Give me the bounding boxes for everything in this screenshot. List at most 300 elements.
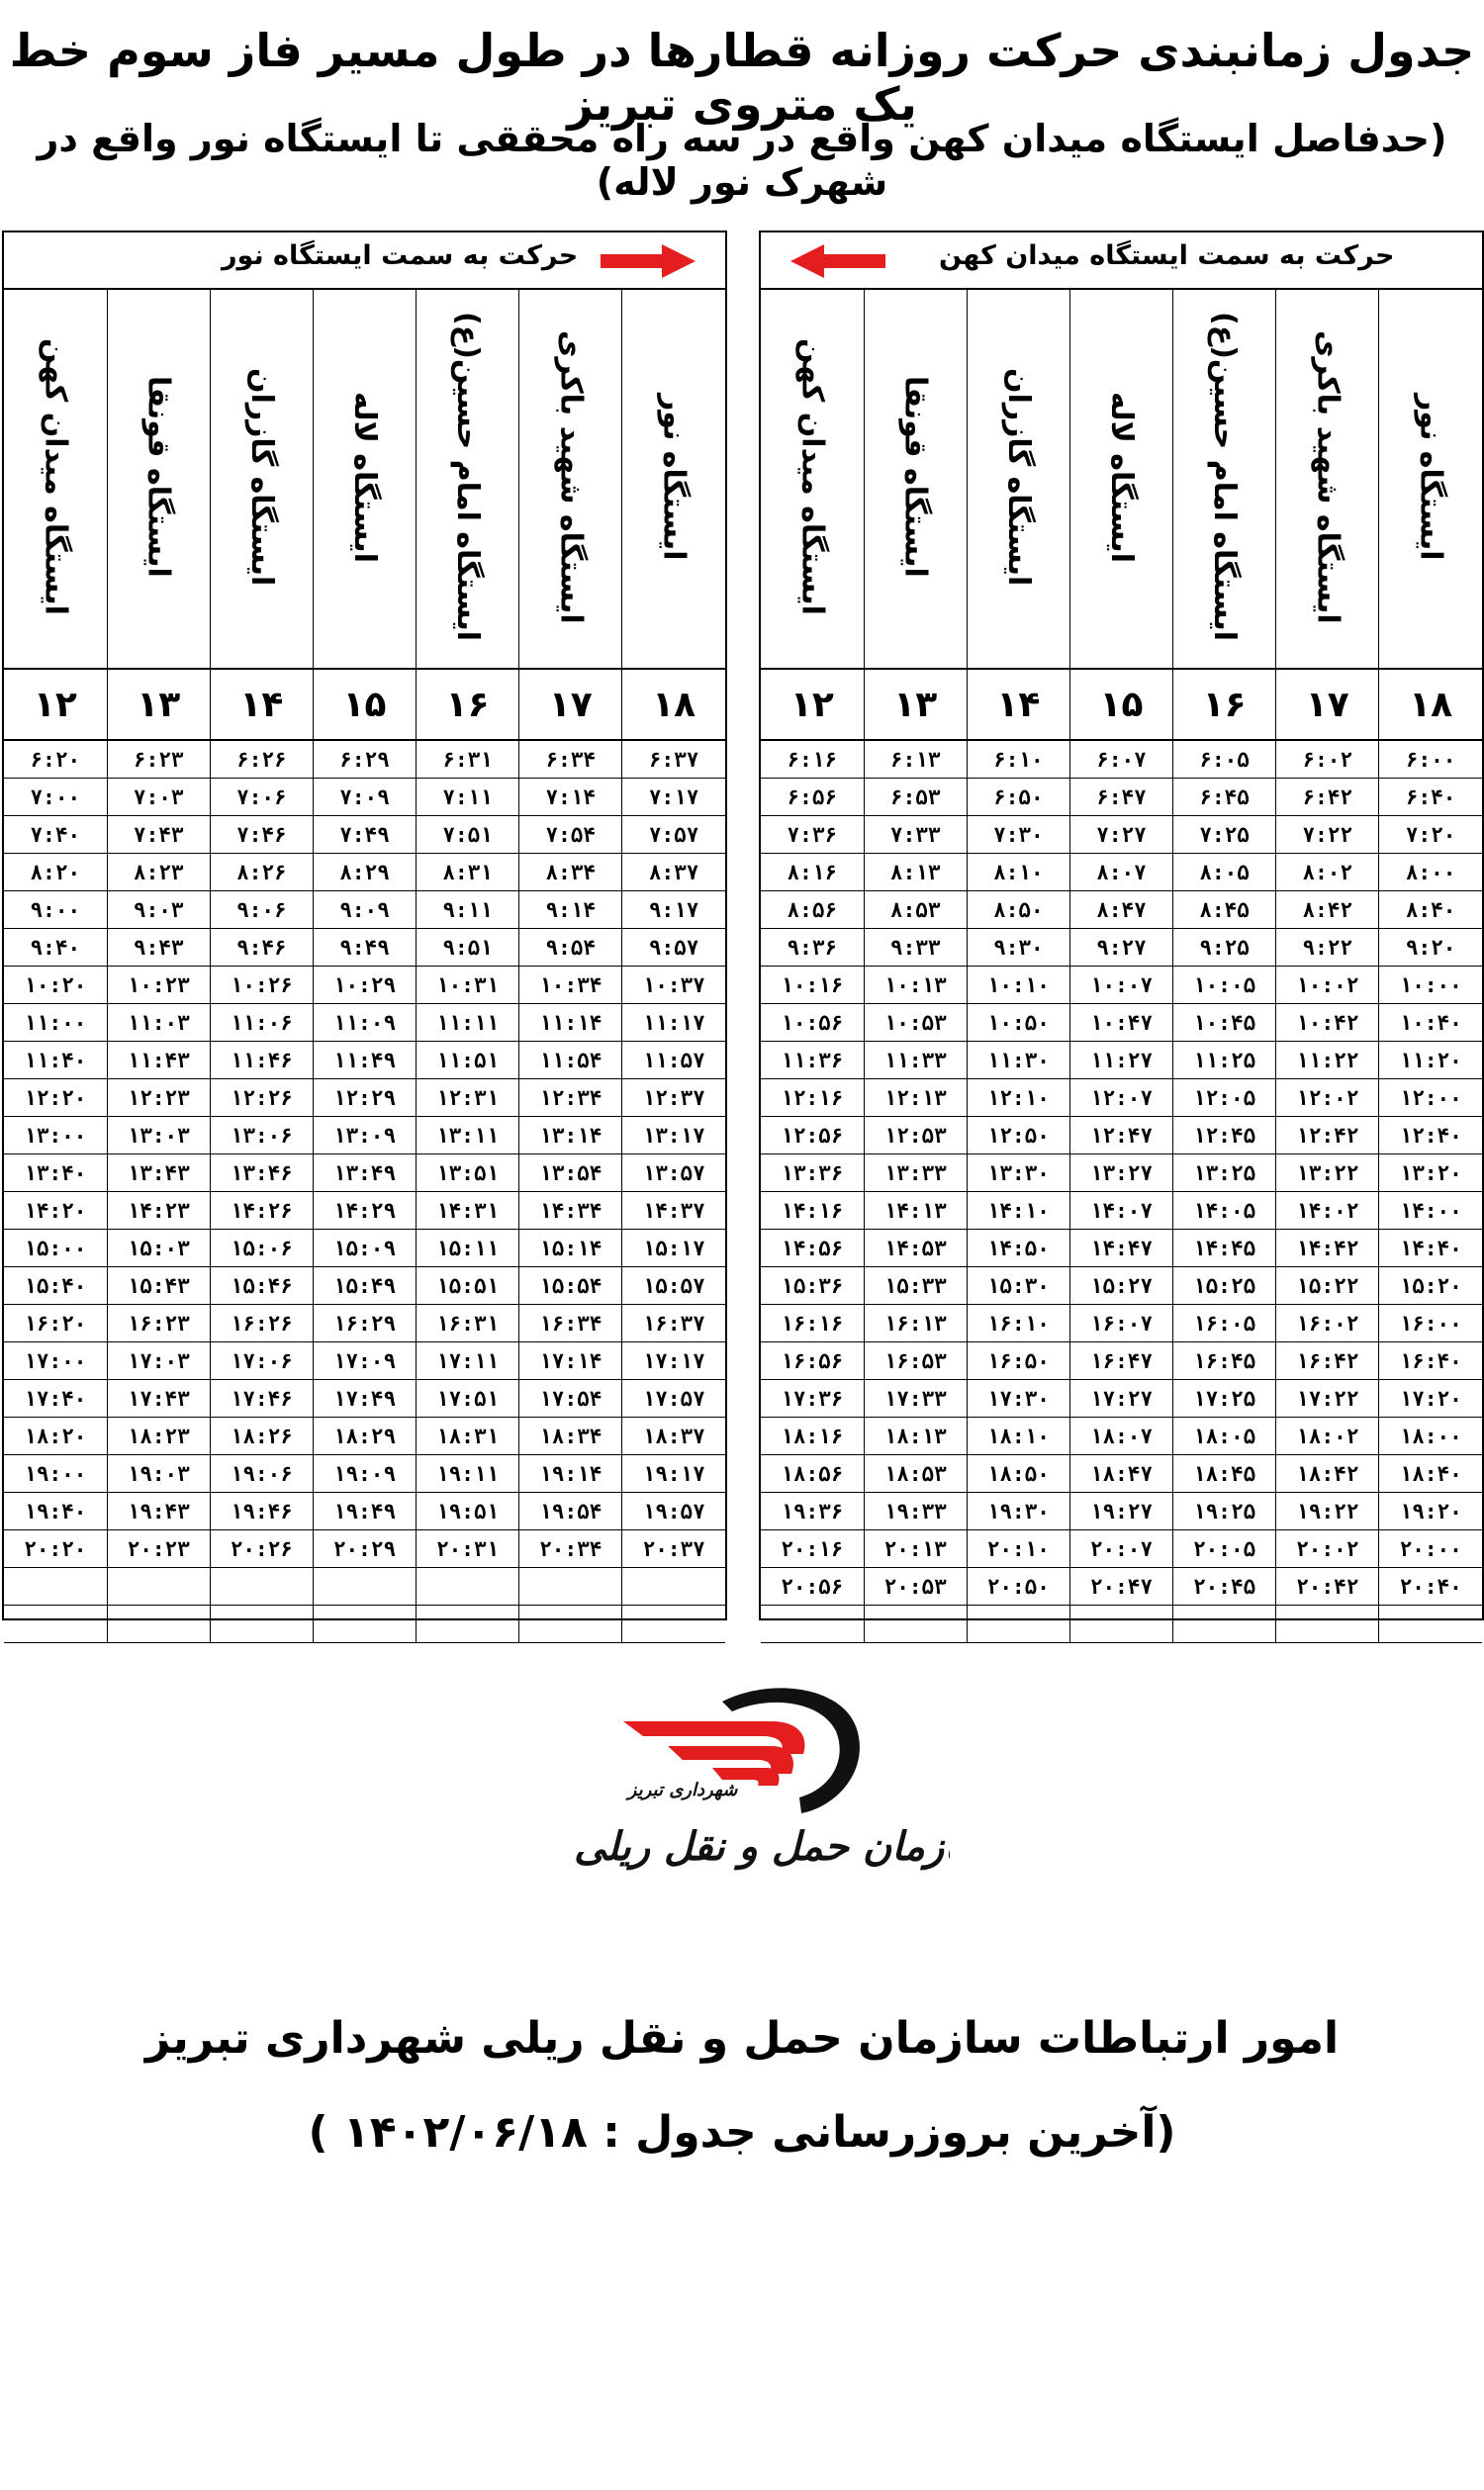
time-cell: ۸:۰۰ — [1379, 854, 1482, 891]
time-cell: ۲۰:۱۶ — [761, 1530, 864, 1568]
time-cell: ۸:۴۰ — [1379, 891, 1482, 929]
time-cell: ۱۸:۲۹ — [313, 1418, 416, 1455]
time-cell: ۱۲:۱۰ — [967, 1079, 1069, 1117]
time-cell: ۱۵:۰۰ — [4, 1230, 107, 1267]
table-row — [761, 740, 1482, 779]
time-cell: ۱۹:۲۵ — [1173, 1493, 1276, 1530]
time-cell: ۱۰:۲۶ — [210, 967, 313, 1004]
time-cell: ۱۳:۴۹ — [313, 1154, 416, 1192]
time-cell: ۱۴:۳۱ — [417, 1192, 519, 1230]
time-cell: ۱۲:۱۶ — [761, 1079, 864, 1117]
table-row — [761, 1154, 1482, 1192]
time-cell: ۱۳:۲۰ — [1379, 1154, 1482, 1192]
time-cell: ۱۸:۴۰ — [1379, 1455, 1482, 1493]
time-cell: ۱۶:۱۰ — [967, 1305, 1069, 1342]
time-cell: ۱۰:۵۰ — [967, 1004, 1069, 1042]
time-cell: ۶:۱۳ — [864, 740, 967, 779]
time-cell: ۱۷:۴۹ — [313, 1380, 416, 1418]
logo-line1: سازمان حمل و نقل ریلی — [574, 1823, 950, 1870]
time-cell: ۱۶:۳۴ — [519, 1305, 622, 1342]
time-cell — [519, 1568, 622, 1606]
time-cell: ۱۸:۲۳ — [107, 1418, 210, 1455]
station-header-cell — [967, 290, 1069, 669]
time-cell: ۷:۰۰ — [4, 779, 107, 816]
time-cell — [622, 1606, 725, 1643]
time-cell: ۱۷:۲۲ — [1276, 1380, 1379, 1418]
time-cell: ۲۰:۵۶ — [761, 1568, 864, 1606]
time-cell: ۹:۲۲ — [1276, 929, 1379, 967]
time-cell: ۹:۱۴ — [519, 891, 622, 929]
time-cell: ۲۰:۰۰ — [1379, 1530, 1482, 1568]
time-cell: ۱۵:۲۵ — [1173, 1267, 1276, 1305]
direction-label: حرکت به سمت ایستگاه میدان کهن — [939, 240, 1395, 271]
time-cell: ۸:۰۵ — [1173, 854, 1276, 891]
time-cell: ۱۲:۰۰ — [1379, 1079, 1482, 1117]
time-cell: ۶:۱۰ — [967, 740, 1069, 779]
time-cell: ۶:۵۰ — [967, 779, 1069, 816]
time-cell: ۱۲:۱۳ — [864, 1079, 967, 1117]
table-row — [761, 1606, 1482, 1643]
time-cell: ۸:۳۴ — [519, 854, 622, 891]
time-cell: ۱۳:۴۳ — [107, 1154, 210, 1192]
time-cell: ۱۱:۴۰ — [4, 1042, 107, 1079]
time-cell: ۱۳:۱۷ — [622, 1117, 725, 1154]
time-cell: ۶:۳۷ — [622, 740, 725, 779]
time-cell: ۱۴:۴۲ — [1276, 1230, 1379, 1267]
table-row — [761, 1342, 1482, 1380]
time-cell: ۶:۳۴ — [519, 740, 622, 779]
time-cell: ۱۱:۰۰ — [4, 1004, 107, 1042]
time-cell: ۱۴:۲۳ — [107, 1192, 210, 1230]
time-cell: ۱۹:۰۰ — [4, 1455, 107, 1493]
table-row — [4, 1192, 725, 1230]
time-cell: ۲۰:۰۷ — [1069, 1530, 1172, 1568]
time-cell: ۱۳:۲۲ — [1276, 1154, 1379, 1192]
time-cell: ۱۲:۳۱ — [417, 1079, 519, 1117]
station-number-row — [4, 669, 725, 740]
time-cell: ۷:۱۴ — [519, 779, 622, 816]
time-cell: ۶:۰۵ — [1173, 740, 1276, 779]
time-cell: ۱۹:۱۷ — [622, 1455, 725, 1493]
time-cell: ۲۰:۵۳ — [864, 1568, 967, 1606]
station-number: ۱۲ — [4, 669, 107, 740]
time-cell: ۱۰:۵۶ — [761, 1004, 864, 1042]
time-cell: ۷:۰۹ — [313, 779, 416, 816]
time-cell: ۱۷:۳۰ — [967, 1380, 1069, 1418]
time-cell: ۱۴:۵۶ — [761, 1230, 864, 1267]
time-cell: ۷:۴۰ — [4, 816, 107, 854]
time-cell: ۱۸:۳۱ — [417, 1418, 519, 1455]
station-number: ۱۶ — [417, 669, 519, 740]
time-cell: ۱۶:۴۷ — [1069, 1342, 1172, 1380]
time-cell: ۶:۰۷ — [1069, 740, 1172, 779]
time-cell: ۸:۵۶ — [761, 891, 864, 929]
time-cell: ۶:۵۳ — [864, 779, 967, 816]
time-cell: ۱۸:۲۰ — [4, 1418, 107, 1455]
station-number: ۱۳ — [864, 669, 967, 740]
table-row — [4, 1230, 725, 1267]
time-cell — [967, 1606, 1069, 1643]
table-row — [761, 854, 1482, 891]
time-cell: ۷:۴۶ — [210, 816, 313, 854]
time-cell: ۱۵:۴۳ — [107, 1267, 210, 1305]
time-cell: ۹:۱۱ — [417, 891, 519, 929]
table-row — [4, 1530, 725, 1568]
time-cell: ۱۶:۰۵ — [1173, 1305, 1276, 1342]
station-header-row — [761, 290, 1482, 669]
time-cell: ۶:۲۰ — [4, 740, 107, 779]
time-cell — [1173, 1606, 1276, 1643]
time-cell: ۱۷:۴۰ — [4, 1380, 107, 1418]
time-cell: ۲۰:۲۶ — [210, 1530, 313, 1568]
time-cell: ۱۳:۰۰ — [4, 1117, 107, 1154]
time-cell: ۹:۳۳ — [864, 929, 967, 967]
time-cell: ۱۵:۲۷ — [1069, 1267, 1172, 1305]
time-cell: ۱۱:۲۰ — [1379, 1042, 1482, 1079]
station-name: ایستگاه لاله — [346, 391, 382, 563]
time-cell: ۱۴:۲۹ — [313, 1192, 416, 1230]
last-updated: (آخرین بروزرسانی جدول : ۱۴۰۲/۰۶/۱۸ ) — [308, 2107, 1176, 2158]
time-cell: ۱۵:۲۲ — [1276, 1267, 1379, 1305]
time-cell: ۶:۵۶ — [761, 779, 864, 816]
page-title: جدول زمانبندی حرکت روزانه قطارها در طول مسیر فاز سوم خط یک متروی تبریز — [9, 24, 1475, 131]
time-cell: ۲۰:۳۴ — [519, 1530, 622, 1568]
time-cell: ۱۴:۲۶ — [210, 1192, 313, 1230]
time-cell: ۱۷:۵۷ — [622, 1380, 725, 1418]
time-cell — [4, 1606, 107, 1643]
time-cell: ۱۳:۵۱ — [417, 1154, 519, 1192]
time-cell: ۹:۲۷ — [1069, 929, 1172, 967]
station-number: ۱۲ — [761, 669, 864, 740]
time-cell: ۱۱:۱۷ — [622, 1004, 725, 1042]
time-cell: ۷:۵۱ — [417, 816, 519, 854]
time-cell: ۹:۲۵ — [1173, 929, 1276, 967]
time-cell: ۹:۱۷ — [622, 891, 725, 929]
time-cell: ۱۸:۱۰ — [967, 1418, 1069, 1455]
time-cell: ۱۶:۱۶ — [761, 1305, 864, 1342]
table-row — [4, 854, 725, 891]
time-cell: ۲۰:۱۰ — [967, 1530, 1069, 1568]
time-cell: ۱۹:۲۰ — [1379, 1493, 1482, 1530]
time-cell: ۹:۰۰ — [4, 891, 107, 929]
station-name: ایستگاه لاله — [1103, 391, 1139, 563]
time-cell: ۱۸:۳۴ — [519, 1418, 622, 1455]
station-header-row — [4, 290, 725, 669]
time-cell: ۱۵:۰۹ — [313, 1230, 416, 1267]
time-cell: ۷:۳۰ — [967, 816, 1069, 854]
time-cell: ۱۸:۲۶ — [210, 1418, 313, 1455]
time-cell: ۱۹:۴۳ — [107, 1493, 210, 1530]
time-cell: ۱۸:۱۶ — [761, 1418, 864, 1455]
time-cell: ۱۸:۳۷ — [622, 1418, 725, 1455]
time-cell: ۱۴:۴۰ — [1379, 1230, 1482, 1267]
time-cell: ۱۲:۵۶ — [761, 1117, 864, 1154]
time-cell: ۱۹:۴۶ — [210, 1493, 313, 1530]
time-cell: ۱۷:۰۳ — [107, 1342, 210, 1380]
station-header-cell — [1173, 290, 1276, 669]
table-row — [4, 1042, 725, 1079]
time-cell: ۱۱:۳۳ — [864, 1042, 967, 1079]
time-cell: ۲۰:۵۰ — [967, 1568, 1069, 1606]
station-header-cell — [761, 290, 864, 669]
time-cell: ۲۰:۴۵ — [1173, 1568, 1276, 1606]
time-cell: ۱۷:۲۰ — [1379, 1380, 1482, 1418]
time-cell: ۱۸:۰۷ — [1069, 1418, 1172, 1455]
time-cell: ۱۶:۵۳ — [864, 1342, 967, 1380]
time-cell: ۲۰:۴۲ — [1276, 1568, 1379, 1606]
time-cell: ۱۰:۳۴ — [519, 967, 622, 1004]
time-cell: ۲۰:۱۳ — [864, 1530, 967, 1568]
time-cell: ۱۱:۲۷ — [1069, 1042, 1172, 1079]
time-cell: ۱۳:۵۴ — [519, 1154, 622, 1192]
station-number: ۱۴ — [210, 669, 313, 740]
time-cell: ۲۰:۲۳ — [107, 1530, 210, 1568]
time-cell — [210, 1606, 313, 1643]
time-cell: ۱۰:۴۵ — [1173, 1004, 1276, 1042]
organization-logo — [574, 1647, 950, 1974]
time-cell: ۱۷:۰۹ — [313, 1342, 416, 1380]
time-cell: ۱۳:۱۱ — [417, 1117, 519, 1154]
time-cell: ۹:۲۰ — [1379, 929, 1482, 967]
time-cell: ۱۹:۵۷ — [622, 1493, 725, 1530]
time-cell: ۷:۱۷ — [622, 779, 725, 816]
time-cell: ۱۹:۲۲ — [1276, 1493, 1379, 1530]
time-cell: ۱۴:۰۵ — [1173, 1192, 1276, 1230]
page-subtitle: (حدفاصل ایستگاه میدان کهن واقع در سه راه محققی تا ایستگاه نور واقع در شهرک نور لاله) — [37, 117, 1447, 204]
time-cell: ۱۶:۰۲ — [1276, 1305, 1379, 1342]
time-cell: ۶:۰۰ — [1379, 740, 1482, 779]
time-cell — [761, 1606, 864, 1643]
time-cell: ۹:۴۰ — [4, 929, 107, 967]
time-cell: ۱۷:۱۷ — [622, 1342, 725, 1380]
logo-line2: شهرداری تبریز — [627, 1780, 738, 1800]
table-row — [761, 1267, 1482, 1305]
table-row — [761, 967, 1482, 1004]
time-cell: ۱۹:۱۴ — [519, 1455, 622, 1493]
time-cell: ۱۵:۴۰ — [4, 1267, 107, 1305]
table-row — [4, 1342, 725, 1380]
time-cell: ۱۲:۳۴ — [519, 1079, 622, 1117]
time-cell: ۱۳:۳۶ — [761, 1154, 864, 1192]
time-cell: ۱۷:۰۶ — [210, 1342, 313, 1380]
time-cell: ۱۱:۰۳ — [107, 1004, 210, 1042]
station-name: ایستگاه میدان کهن — [38, 338, 73, 615]
time-cell: ۹:۴۶ — [210, 929, 313, 967]
station-header-cell — [1276, 290, 1379, 669]
time-cell: ۱۱:۵۷ — [622, 1042, 725, 1079]
organization-name: امور ارتباطات سازمان حمل و نقل ریلی شهرداری تبریز — [144, 2013, 1340, 2064]
time-cell: ۱۲:۴۰ — [1379, 1117, 1482, 1154]
time-cell: ۱۵:۰۳ — [107, 1230, 210, 1267]
time-cell: ۱۴:۳۴ — [519, 1192, 622, 1230]
time-cell: ۱۹:۰۳ — [107, 1455, 210, 1493]
time-cell: ۱۰:۴۷ — [1069, 1004, 1172, 1042]
station-number-row — [761, 669, 1482, 740]
time-cell: ۱۹:۴۹ — [313, 1493, 416, 1530]
time-cell: ۷:۴۹ — [313, 816, 416, 854]
time-cell: ۷:۲۷ — [1069, 816, 1172, 854]
time-cell: ۱۶:۰۰ — [1379, 1305, 1482, 1342]
time-cell: ۸:۲۳ — [107, 854, 210, 891]
table-row — [4, 929, 725, 967]
time-cell: ۱۸:۴۷ — [1069, 1455, 1172, 1493]
table-row — [761, 1117, 1482, 1154]
time-cell: ۱۱:۲۵ — [1173, 1042, 1276, 1079]
time-cell: ۱۵:۵۴ — [519, 1267, 622, 1305]
time-cell: ۱۸:۵۳ — [864, 1455, 967, 1493]
time-cell: ۱۴:۴۵ — [1173, 1230, 1276, 1267]
time-cell: ۸:۲۶ — [210, 854, 313, 891]
time-cell: ۱۷:۳۳ — [864, 1380, 967, 1418]
station-header-cell — [4, 290, 107, 669]
time-cell: ۶:۴۰ — [1379, 779, 1482, 816]
time-cell: ۸:۱۶ — [761, 854, 864, 891]
time-cell: ۱۵:۱۱ — [417, 1230, 519, 1267]
time-cell: ۸:۵۰ — [967, 891, 1069, 929]
table-row — [4, 1568, 725, 1606]
station-header-cell — [1379, 290, 1482, 669]
station-header-cell — [1069, 290, 1172, 669]
station-header-cell — [210, 290, 313, 669]
time-cell: ۱۴:۱۳ — [864, 1192, 967, 1230]
time-cell: ۸:۳۱ — [417, 854, 519, 891]
time-cell — [622, 1568, 725, 1606]
time-cell: ۱۸:۴۲ — [1276, 1455, 1379, 1493]
station-header-cell — [864, 290, 967, 669]
time-cell: ۲۰:۰۵ — [1173, 1530, 1276, 1568]
time-cell: ۱۷:۴۳ — [107, 1380, 210, 1418]
station-name: ایستگاه میدان کهن — [794, 338, 830, 615]
table-row — [761, 1493, 1482, 1530]
time-cell: ۱۲:۲۶ — [210, 1079, 313, 1117]
time-cell: ۱۹:۳۰ — [967, 1493, 1069, 1530]
time-cell — [519, 1606, 622, 1643]
table-row — [4, 967, 725, 1004]
time-cell: ۸:۳۷ — [622, 854, 725, 891]
time-cell: ۱۹:۳۶ — [761, 1493, 864, 1530]
time-cell: ۷:۰۳ — [107, 779, 210, 816]
time-cell: ۱۳:۲۵ — [1173, 1154, 1276, 1192]
time-cell: ۱۱:۳۰ — [967, 1042, 1069, 1079]
time-cell: ۱۲:۰۲ — [1276, 1079, 1379, 1117]
time-cell: ۱۰:۴۰ — [1379, 1004, 1482, 1042]
time-cell: ۱۰:۰۷ — [1069, 967, 1172, 1004]
station-header-cell — [107, 290, 210, 669]
time-cell: ۸:۱۰ — [967, 854, 1069, 891]
time-cell: ۱۹:۵۴ — [519, 1493, 622, 1530]
station-name: ایستگاه امام حسین(ع) — [1207, 312, 1243, 642]
table-row — [4, 1267, 725, 1305]
time-cell — [417, 1568, 519, 1606]
time-cell: ۱۸:۱۳ — [864, 1418, 967, 1455]
time-cell: ۱۸:۵۰ — [967, 1455, 1069, 1493]
table-row — [4, 1606, 725, 1643]
time-cell: ۱۹:۱۱ — [417, 1455, 519, 1493]
time-cell: ۱۹:۴۰ — [4, 1493, 107, 1530]
time-cell: ۷:۳۳ — [864, 816, 967, 854]
time-cell: ۱۱:۴۳ — [107, 1042, 210, 1079]
time-cell: ۱۴:۰۰ — [1379, 1192, 1482, 1230]
panel-header — [761, 232, 1482, 290]
time-cell: ۱۲:۲۹ — [313, 1079, 416, 1117]
time-cell: ۶:۴۷ — [1069, 779, 1172, 816]
table-row — [761, 1568, 1482, 1606]
station-name: ایستگاه نور — [1413, 393, 1448, 561]
time-cell: ۲۰:۴۷ — [1069, 1568, 1172, 1606]
time-cell: ۱۰:۰۵ — [1173, 967, 1276, 1004]
time-cell: ۱۲:۲۳ — [107, 1079, 210, 1117]
time-cell: ۱۶:۴۰ — [1379, 1342, 1482, 1380]
panel-header — [4, 232, 725, 290]
table-row — [761, 1455, 1482, 1493]
time-cell — [1069, 1606, 1172, 1643]
time-cell: ۹:۵۴ — [519, 929, 622, 967]
time-cell — [1379, 1606, 1482, 1643]
time-cell: ۱۸:۰۰ — [1379, 1418, 1482, 1455]
time-cell: ۱۴:۰۷ — [1069, 1192, 1172, 1230]
time-cell: ۱۰:۱۶ — [761, 967, 864, 1004]
time-cell: ۱۹:۲۷ — [1069, 1493, 1172, 1530]
arrow-right-icon — [601, 244, 696, 278]
time-cell: ۱۳:۰۹ — [313, 1117, 416, 1154]
table-row — [761, 1230, 1482, 1267]
table-row — [761, 1418, 1482, 1455]
time-cell — [864, 1606, 967, 1643]
station-number: ۱۷ — [519, 669, 622, 740]
station-number: ۱۸ — [622, 669, 725, 740]
time-cell — [313, 1568, 416, 1606]
time-cell: ۱۹:۰۹ — [313, 1455, 416, 1493]
time-cell: ۸:۲۰ — [4, 854, 107, 891]
table-row — [761, 779, 1482, 816]
station-number: ۱۴ — [967, 669, 1069, 740]
station-number: ۱۵ — [1069, 669, 1172, 740]
time-cell: ۱۰:۰۲ — [1276, 967, 1379, 1004]
time-cell: ۱۰:۳۱ — [417, 967, 519, 1004]
time-cell: ۱۳:۰۳ — [107, 1117, 210, 1154]
time-cell: ۱۷:۳۶ — [761, 1380, 864, 1418]
time-cell: ۹:۳۶ — [761, 929, 864, 967]
time-cell: ۹:۵۷ — [622, 929, 725, 967]
station-header-cell — [519, 290, 622, 669]
time-cell — [210, 1568, 313, 1606]
time-cell: ۱۷:۱۴ — [519, 1342, 622, 1380]
time-cell: ۱۲:۰۵ — [1173, 1079, 1276, 1117]
time-cell — [107, 1568, 210, 1606]
table-row — [761, 1079, 1482, 1117]
time-cell — [417, 1606, 519, 1643]
station-name: ایستگاه شهید باکری — [553, 329, 589, 624]
schedule-panel-to-noor — [2, 231, 727, 1620]
time-cell: ۹:۰۶ — [210, 891, 313, 929]
time-cell: ۱۱:۴۹ — [313, 1042, 416, 1079]
time-cell: ۱۶:۳۷ — [622, 1305, 725, 1342]
table-row — [761, 816, 1482, 854]
time-cell: ۱۵:۵۷ — [622, 1267, 725, 1305]
station-name: ایستگاه گازران — [1000, 367, 1036, 587]
time-cell: ۱۲:۲۰ — [4, 1079, 107, 1117]
time-cell: ۹:۴۳ — [107, 929, 210, 967]
time-cell: ۱۷:۴۶ — [210, 1380, 313, 1418]
time-cell: ۱۳:۴۰ — [4, 1154, 107, 1192]
station-number: ۱۶ — [1173, 669, 1276, 740]
time-cell: ۱۴:۱۰ — [967, 1192, 1069, 1230]
time-cell: ۱۷:۲۵ — [1173, 1380, 1276, 1418]
time-cell: ۱۴:۱۶ — [761, 1192, 864, 1230]
time-cell: ۱۱:۰۹ — [313, 1004, 416, 1042]
table-row — [4, 1117, 725, 1154]
time-cell: ۶:۳۱ — [417, 740, 519, 779]
